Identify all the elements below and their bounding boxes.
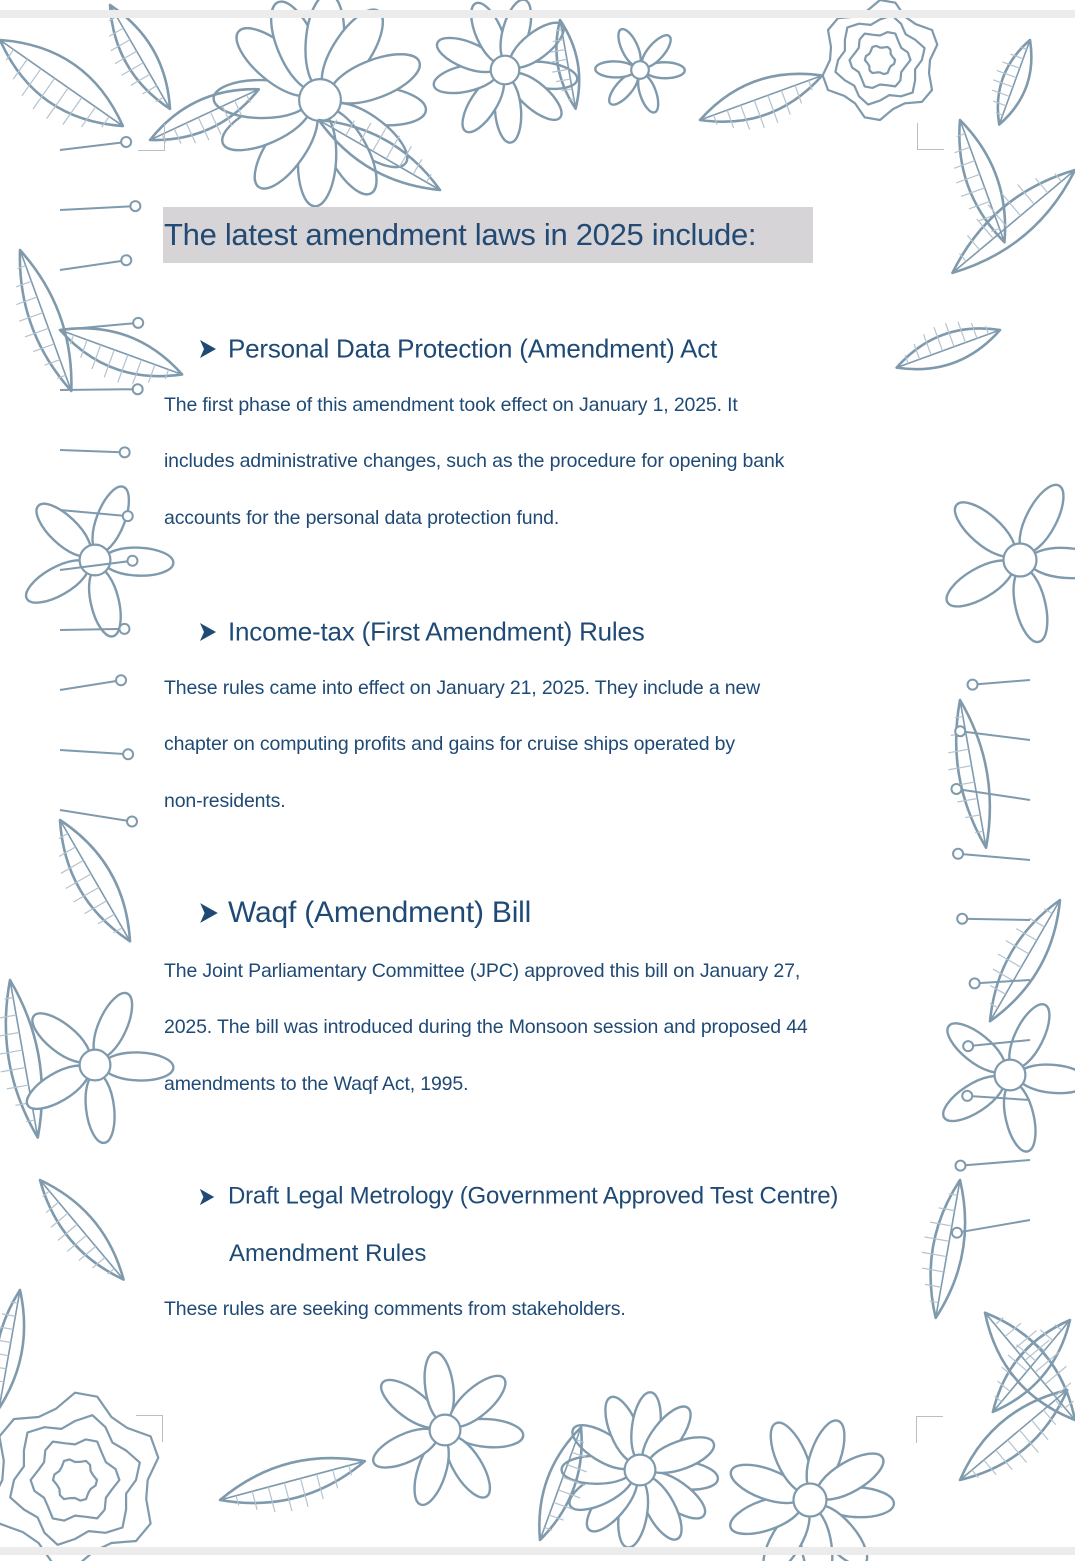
paragraph-line: amendments to the Waqf Act, 1995.: [164, 1073, 469, 1095]
sprig-stem: [957, 1220, 1030, 1233]
paragraph-line: non-residents.: [164, 790, 286, 812]
sprig-stem: [956, 789, 1030, 800]
section-heading-text: Waqf (Amendment) Bill: [228, 896, 532, 930]
leaf-hatch: [550, 59, 566, 62]
leaf-vein: [960, 700, 986, 848]
leaf-vein: [20, 250, 71, 391]
leaf-hatch: [236, 1496, 239, 1506]
sprig-bud: [123, 511, 133, 521]
sprig-stem: [60, 810, 132, 822]
leaf-vein: [0, 40, 123, 126]
leaf-hatch: [754, 100, 764, 128]
leaf-hatch: [957, 134, 965, 137]
flower-petal: [1007, 565, 1053, 645]
leaf-vein: [40, 1180, 124, 1280]
sprig-bud: [955, 726, 965, 736]
leaf-hatch: [954, 147, 969, 153]
section-heading-continuation: Amendment Rules: [229, 1240, 427, 1267]
leaf-hatch: [0, 1339, 11, 1343]
sprig-bud: [130, 201, 140, 211]
sprig-stem: [60, 260, 126, 270]
section-heading-legal-metrology: [198, 1182, 838, 1211]
leaf-vein: [960, 1390, 1067, 1480]
leaf-hatch: [19, 313, 43, 322]
crop-mark-top-right: [917, 123, 944, 150]
leaf-hatch: [1031, 1420, 1048, 1440]
leaf-hatch: [165, 370, 168, 380]
section-heading-text: Draft Legal Metrology (Government Approved Test Centre): [228, 1182, 839, 1210]
leaf-hatch: [922, 1252, 947, 1256]
leaf-hatch: [59, 847, 76, 857]
flower-center: [299, 79, 341, 121]
leaf-hatch: [956, 174, 980, 183]
leaf-hatch: [948, 749, 968, 753]
sprig-stem: [960, 1160, 1030, 1166]
rose-ring: [31, 1439, 120, 1520]
leaf-hatch: [924, 1237, 949, 1241]
leaf-hatch: [16, 297, 37, 305]
leaf-vein: [897, 330, 1000, 368]
leaf-hatch: [317, 1474, 324, 1499]
leaf-hatch: [333, 1470, 338, 1488]
leaf-vein: [952, 170, 1075, 273]
flower-center: [995, 1060, 1026, 1091]
sprig-bud: [121, 137, 131, 147]
leaf-hatch: [7, 1085, 29, 1089]
leaf-hatch: [954, 161, 975, 169]
sprig-stem: [958, 854, 1030, 860]
sprig-bud: [127, 556, 137, 566]
leaf-hatch: [252, 1491, 257, 1509]
paragraph-line: These rules came into effect on January 21, 2025. They include a new: [164, 677, 761, 699]
sprig-bud: [123, 749, 133, 759]
leaf-hatch: [993, 101, 1006, 106]
sprig-bud: [133, 318, 143, 328]
leaf-hatch: [109, 28, 123, 36]
sprig-bud: [957, 914, 967, 924]
leaf-hatch: [727, 110, 734, 128]
page-separator-bottom: [0, 1547, 1075, 1555]
arrow-right-icon: [198, 1188, 218, 1206]
rose-ring: [850, 32, 911, 88]
leaf-hatch: [986, 326, 989, 334]
paragraph-line: The Joint Parliamentary Committee (JPC) approved this bill on January 27,: [164, 960, 801, 982]
sprig-stem: [975, 980, 1030, 983]
sprig-stem: [962, 919, 1030, 920]
leaf-hatch: [1015, 1331, 1036, 1349]
leaf-hatch: [925, 1284, 941, 1287]
leaf-outline: [0, 1290, 24, 1408]
leaf-hatch: [300, 1478, 308, 1506]
arrow-right-icon: [198, 902, 218, 924]
leaf-vein: [60, 330, 182, 374]
flower-petal: [82, 1072, 118, 1145]
leaf-hatch: [992, 90, 1009, 96]
section-heading-waqf: [198, 895, 531, 930]
leaf-hatch: [948, 766, 971, 770]
leaf-hatch: [741, 105, 750, 129]
page-separator-top: [0, 10, 1075, 18]
leaf-vein: [700, 76, 822, 120]
crop-mark-top-left: [138, 124, 165, 151]
crop-mark-bottom-right: [916, 1416, 943, 1443]
paragraph-line: These rules are seeking comments from stakeholders.: [164, 1298, 626, 1320]
document-title: The latest amendment laws in 2025 include:: [163, 207, 813, 263]
section-heading-text: Personal Data Protection (Amendment) Act: [228, 333, 718, 364]
paragraph-line: accounts for the personal data protection fund.: [164, 507, 560, 529]
sprig-bud: [955, 1161, 965, 1171]
sprig-stem: [60, 450, 125, 452]
flower-petal: [998, 1080, 1041, 1154]
sprig-bud: [120, 447, 130, 457]
flower-center: [80, 545, 111, 576]
leaf-vein: [110, 5, 170, 109]
arrow-right-icon: [198, 622, 218, 642]
leaf-hatch: [284, 1483, 292, 1511]
leaf-hatch: [957, 798, 977, 802]
leaf-hatch: [938, 1208, 954, 1211]
section-heading-personal-data-protection: [198, 332, 717, 365]
sprig-stem: [960, 731, 1030, 740]
leaf-hatch: [0, 1015, 16, 1018]
leaf-hatch: [930, 1301, 939, 1303]
sprig-bud: [962, 1091, 972, 1101]
arrow-right-icon: [198, 339, 218, 359]
leaf-hatch: [0, 1366, 6, 1369]
leaf-hatch: [965, 815, 980, 818]
leaf-hatch: [971, 323, 977, 338]
leaf-hatch: [133, 360, 142, 384]
leaf-hatch: [16, 281, 31, 287]
crop-mark-bottom-left: [136, 1415, 163, 1442]
leaf-hatch: [1, 1068, 26, 1072]
leaf-hatch: [958, 322, 966, 343]
leaf-hatch: [81, 107, 95, 127]
sprig-bud: [116, 675, 126, 685]
section-heading-income-tax: [198, 615, 645, 648]
leaf-hatch: [186, 123, 195, 143]
leaf-hatch: [118, 355, 128, 383]
leaf-hatch: [0, 1352, 8, 1356]
sprig-stem: [60, 629, 124, 630]
sprig-bud: [953, 849, 963, 859]
paragraph-line: includes administrative changes, such as the procedure for opening bank: [164, 450, 785, 472]
leaf-hatch: [714, 115, 717, 125]
leaf-vein: [990, 900, 1060, 1021]
leaf-hatch: [148, 365, 155, 383]
sprig-bud: [963, 1041, 973, 1051]
sprig-bud: [951, 784, 961, 794]
leaf-hatch: [18, 266, 26, 269]
sprig-bud: [133, 384, 143, 394]
sprig-bud: [970, 978, 980, 988]
leaf-hatch: [4, 998, 13, 1000]
leaf-vein: [220, 1461, 365, 1500]
sprig-stem: [60, 206, 135, 210]
sprig-bud: [968, 680, 978, 690]
leaf-hatch: [955, 716, 963, 717]
sprig-stem: [60, 680, 121, 690]
flower-center: [491, 56, 520, 85]
sprig-stem: [60, 142, 126, 150]
flower-center: [631, 61, 649, 79]
sprig-bud: [952, 1228, 962, 1238]
leaf-hatch: [79, 1246, 96, 1260]
sprig-bud: [121, 255, 131, 265]
flower-center: [794, 1484, 827, 1517]
sprig-stem: [60, 389, 138, 390]
leaf-vein: [60, 820, 130, 941]
leaf-hatch: [0, 1050, 22, 1054]
leaf-hatch: [2, 1314, 15, 1316]
leaf-hatch: [551, 50, 565, 53]
leaf-vein: [999, 40, 1030, 125]
rose-ring: [53, 1459, 97, 1500]
section-heading-text: Income-tax (First Amendment) Rules: [228, 616, 645, 647]
sprig-stem: [973, 680, 1030, 685]
paragraph-line: 2025. The bill was introduced during the Monsoon session and proposed 44: [164, 1016, 808, 1038]
paragraph-line: chapter on computing profits and gains for cruise ships operated by: [164, 733, 735, 755]
flower-center: [430, 1415, 461, 1446]
leaf-hatch: [174, 129, 181, 144]
leaf-hatch: [0, 1033, 19, 1037]
leaf-hatch: [990, 986, 1005, 995]
sprig-bud: [119, 624, 129, 634]
sprig-stem: [60, 750, 128, 754]
rose-ring: [823, 0, 938, 120]
leaf-hatch: [930, 1222, 952, 1226]
leaf-vein: [10, 980, 38, 1138]
leaf-hatch: [268, 1487, 275, 1512]
leaf-hatch: [922, 1268, 944, 1272]
paragraph-line: The first phase of this amendment took effect on January 1, 2025. It: [164, 394, 738, 416]
rose-ring: [865, 46, 895, 74]
leaf-hatch: [945, 323, 954, 347]
sprig-bud: [127, 817, 137, 827]
flower-center: [1004, 544, 1037, 577]
flower-petal: [595, 61, 635, 78]
flower-center: [625, 1455, 656, 1486]
flower-center: [80, 1050, 111, 1081]
